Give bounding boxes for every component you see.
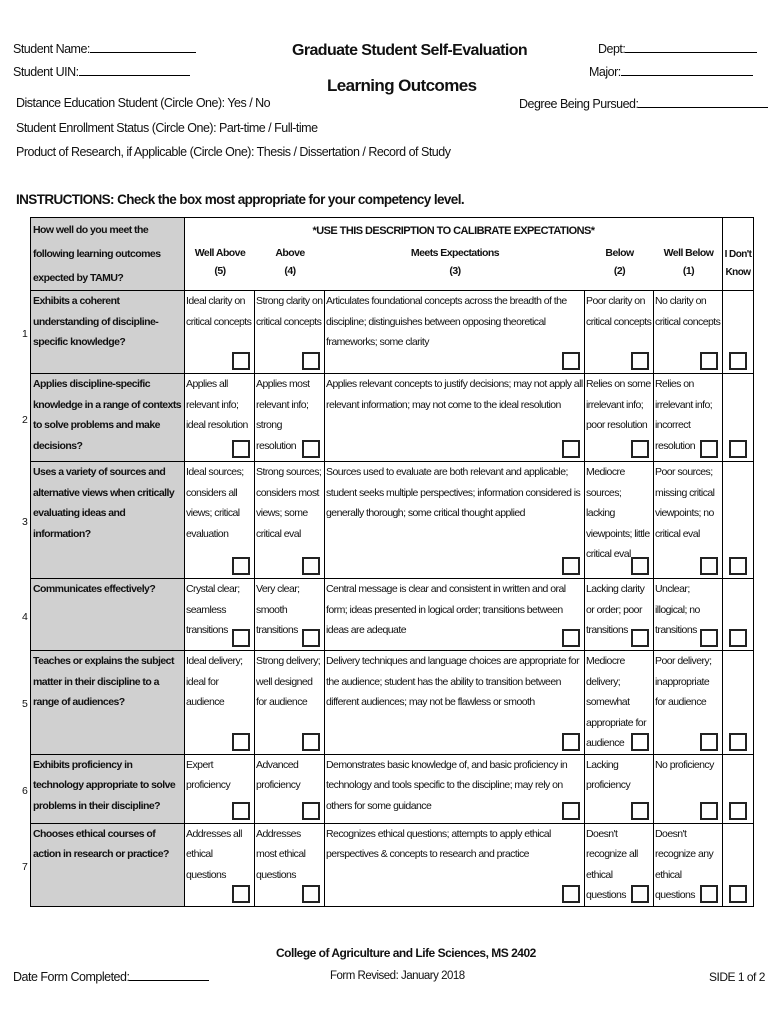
cell-description: Applies all relevant info; ideal resolution bbox=[186, 378, 248, 431]
checkbox-well-below[interactable] bbox=[700, 440, 718, 458]
calibrate-note: *USE THIS DESCRIPTION TO CALIBRATE EXPECTATIONS* bbox=[312, 225, 595, 237]
date-completed-field[interactable] bbox=[13, 969, 209, 984]
cell-above bbox=[255, 462, 325, 579]
checkbox-well-above[interactable] bbox=[232, 885, 250, 903]
cell-meets bbox=[325, 579, 585, 651]
question-text: Applies discipline-specific knowledge in a range of contexts to solve problems and make decisions? bbox=[33, 378, 182, 452]
cell-description: Poor sources; missing critical viewpoints; no critical eval bbox=[655, 466, 715, 540]
table-row bbox=[31, 651, 754, 755]
checkbox-well-below[interactable] bbox=[700, 557, 718, 575]
cell-description: Strong delivery; well designed for audience bbox=[256, 655, 321, 708]
student-uin-label: Student UIN: bbox=[13, 65, 79, 79]
cell-description: Articulates foundational concepts across the breadth of the discipline; distinguishes between opposing theoretical frameworks; some clarity bbox=[326, 295, 567, 348]
cell-description: Central message is clear and consistent in written and oral form; ideas presented in logical order; transitions between ideas are adequate bbox=[326, 583, 566, 636]
cell-well-below bbox=[654, 651, 723, 755]
question-text: Communicates effectively? bbox=[33, 583, 156, 595]
col-header-meets: Meets Expectations (3) bbox=[410, 247, 500, 277]
dept-label: Dept: bbox=[598, 42, 626, 56]
checkbox-meets[interactable] bbox=[562, 885, 580, 903]
checkbox-above[interactable] bbox=[302, 352, 320, 370]
checkbox-well-above[interactable] bbox=[232, 733, 250, 751]
cell-description: Very clear; smooth transitions bbox=[256, 583, 300, 636]
checkbox-idk[interactable] bbox=[729, 352, 747, 370]
cell-meets bbox=[325, 462, 585, 579]
table-row bbox=[31, 823, 754, 906]
checkbox-above[interactable] bbox=[302, 733, 320, 751]
question-header: How well do you meet the following learning outcomes expected by TAMU? bbox=[31, 218, 185, 291]
cell-above bbox=[255, 579, 325, 651]
checkbox-well-above[interactable] bbox=[232, 802, 250, 820]
cell-description: Ideal clarity on critical concepts bbox=[186, 295, 252, 328]
checkbox-below[interactable] bbox=[631, 802, 649, 820]
checkbox-well-below[interactable] bbox=[700, 733, 718, 751]
side-indicator: SIDE 1 of 2 bbox=[709, 970, 765, 984]
scale-header bbox=[185, 218, 723, 291]
cell-well-below bbox=[654, 823, 723, 906]
cell-description: Recognizes ethical questions; attempts to apply ethical perspectives & concepts to research and practice bbox=[326, 827, 551, 860]
date-completed-label: Date Form Completed: bbox=[13, 970, 130, 984]
learning-outcome-question bbox=[22, 291, 185, 374]
learning-outcome-question bbox=[22, 462, 185, 579]
checkbox-above[interactable] bbox=[302, 885, 320, 903]
cell-idk bbox=[723, 374, 754, 462]
evaluation-table bbox=[22, 217, 754, 907]
cell-below bbox=[585, 651, 654, 755]
cell-description: Lacking clarity or order; poor transitions bbox=[586, 583, 645, 636]
row-number: 4 bbox=[22, 610, 28, 623]
question-text: Uses a variety of sources and alternative views when critically evaluating ideas and information? bbox=[33, 466, 175, 540]
checkbox-above[interactable] bbox=[302, 440, 320, 458]
row-number: 6 bbox=[22, 784, 28, 797]
cell-description: Strong clarity on critical concepts bbox=[256, 295, 323, 328]
dept-field[interactable] bbox=[598, 41, 757, 56]
cell-description: Advanced proficiency bbox=[256, 758, 301, 791]
cell-description: Addresses most ethical questions bbox=[256, 827, 306, 881]
learning-outcome-question bbox=[22, 579, 185, 651]
checkbox-above[interactable] bbox=[302, 802, 320, 820]
cell-well-above bbox=[185, 651, 255, 755]
cell-well-below bbox=[654, 579, 723, 651]
row-number: 2 bbox=[22, 413, 28, 426]
cell-above bbox=[255, 823, 325, 906]
cell-well-above bbox=[185, 754, 255, 823]
student-name-field[interactable] bbox=[13, 41, 196, 56]
checkbox-meets[interactable] bbox=[562, 440, 580, 458]
student-name-label: Student Name: bbox=[13, 42, 90, 56]
cell-description: Demonstrates basic knowledge of, and basic proficiency in technology and tools specific to the discipline; may rely on others for some guidance bbox=[326, 758, 568, 812]
cell-well-below bbox=[654, 754, 723, 823]
row-number: 7 bbox=[22, 860, 28, 873]
distance-education-line[interactable]: Distance Education Student (Circle One): Yes / No bbox=[16, 96, 271, 110]
checkbox-meets[interactable] bbox=[562, 352, 580, 370]
col-header-well-below: Well Below (1) bbox=[663, 247, 714, 277]
cell-description: Unclear; illogical; no transitions bbox=[655, 583, 700, 636]
cell-well-above bbox=[185, 823, 255, 906]
cell-well-above bbox=[185, 374, 255, 462]
table-row bbox=[31, 462, 754, 579]
checkbox-meets[interactable] bbox=[562, 802, 580, 820]
checkbox-below[interactable] bbox=[631, 733, 649, 751]
cell-idk bbox=[723, 291, 754, 374]
cell-description: Mediocre sources; lacking viewpoints; little critical eval bbox=[586, 466, 650, 560]
cell-below bbox=[585, 374, 654, 462]
cell-description: Doesn't recognize all ethical questions bbox=[586, 827, 638, 901]
cell-below bbox=[585, 291, 654, 374]
cell-description: Poor delivery; inappropriate for audience bbox=[655, 655, 712, 708]
cell-description: Strong sources; considers most views; some critical eval bbox=[256, 466, 322, 540]
learning-outcome-question bbox=[22, 374, 185, 462]
cell-idk bbox=[723, 651, 754, 755]
checkbox-above[interactable] bbox=[302, 629, 320, 647]
cell-description: No proficiency bbox=[655, 758, 714, 771]
cell-description: Poor clarity on critical concepts bbox=[586, 295, 652, 328]
table-header-row bbox=[31, 218, 754, 291]
student-uin-field[interactable] bbox=[13, 64, 190, 79]
checkbox-below[interactable] bbox=[631, 440, 649, 458]
cell-well-below bbox=[654, 291, 723, 374]
cell-idk bbox=[723, 579, 754, 651]
cell-above bbox=[255, 374, 325, 462]
cell-below bbox=[585, 823, 654, 906]
cell-description: Ideal delivery; ideal for audience bbox=[186, 655, 243, 708]
degree-label: Degree Being Pursued: bbox=[519, 97, 639, 111]
checkbox-meets[interactable] bbox=[562, 629, 580, 647]
cell-description: Relies on irrelevant info; incorrect resolution bbox=[655, 378, 713, 452]
row-number: 1 bbox=[22, 328, 28, 340]
cell-description: Applies most relevant info; strong resolution bbox=[256, 378, 310, 452]
cell-well-above bbox=[185, 579, 255, 651]
checkbox-below[interactable] bbox=[631, 885, 649, 903]
form-revised: Form Revised: January 2018 bbox=[330, 970, 465, 982]
checkbox-idk[interactable] bbox=[729, 802, 747, 820]
cell-below bbox=[585, 754, 654, 823]
cell-description: Relies on some irrelevant info; poor resolution bbox=[586, 378, 651, 431]
cell-description: Expert proficiency bbox=[186, 758, 231, 791]
question-text: Exhibits a coherent understanding of discipline-specific knowledge? bbox=[33, 295, 159, 348]
cell-meets bbox=[325, 374, 585, 462]
cell-well-above bbox=[185, 462, 255, 579]
cell-idk bbox=[723, 462, 754, 579]
cell-well-below bbox=[654, 462, 723, 579]
cell-description: Ideal sources; considers all views; critical evaluation bbox=[186, 466, 244, 540]
cell-meets bbox=[325, 754, 585, 823]
checkbox-below[interactable] bbox=[631, 352, 649, 370]
checkbox-above[interactable] bbox=[302, 557, 320, 575]
checkbox-well-above[interactable] bbox=[232, 557, 250, 575]
major-label: Major: bbox=[589, 65, 621, 79]
page-subtitle: Learning Outcomes bbox=[327, 76, 477, 95]
research-product-line[interactable]: Product of Research, if Applicable (Circle One): Thesis / Dissertation / Record of Study bbox=[16, 145, 451, 159]
checkbox-idk[interactable] bbox=[729, 733, 747, 751]
row-number: 5 bbox=[22, 698, 28, 711]
table-row bbox=[31, 374, 754, 462]
cell-above bbox=[255, 291, 325, 374]
degree-field[interactable] bbox=[519, 96, 768, 111]
cell-idk bbox=[723, 754, 754, 823]
question-text: Teaches or explains the subject matter in their discipline to a range of audiences? bbox=[33, 655, 174, 708]
col-header-below: Below (2) bbox=[605, 247, 634, 277]
cell-description: Addresses all ethical questions bbox=[186, 827, 242, 881]
page-title: Graduate Student Self-Evaluation bbox=[292, 42, 528, 59]
cell-description: Crystal clear; seamless transitions bbox=[186, 583, 240, 636]
checkbox-meets[interactable] bbox=[562, 557, 580, 575]
question-text: Exhibits proficiency in technology appropriate to solve problems in their discipline? bbox=[33, 758, 176, 812]
question-text: Chooses ethical courses of action in research or practice? bbox=[33, 827, 169, 860]
checkbox-idk[interactable] bbox=[729, 885, 747, 903]
checkbox-below[interactable] bbox=[631, 629, 649, 647]
col-header-well-above: Well Above (5) bbox=[194, 247, 246, 277]
cell-well-above bbox=[185, 291, 255, 374]
checkbox-well-below[interactable] bbox=[700, 885, 718, 903]
cell-above bbox=[255, 754, 325, 823]
learning-outcome-question bbox=[22, 651, 185, 755]
cell-below bbox=[585, 579, 654, 651]
cell-below bbox=[585, 462, 654, 579]
enrollment-status-line[interactable]: Student Enrollment Status (Circle One): Part-time / Full-time bbox=[16, 121, 318, 135]
checkbox-idk[interactable] bbox=[729, 629, 747, 647]
checkbox-below[interactable] bbox=[631, 557, 649, 575]
cell-description: Doesn't recognize any ethical questions bbox=[655, 827, 714, 901]
table-row bbox=[31, 579, 754, 651]
cell-idk bbox=[723, 823, 754, 906]
checkbox-idk[interactable] bbox=[729, 440, 747, 458]
cell-description: Applies relevant concepts to justify decisions; may not apply all relevant information; may not come to the ideal resolution bbox=[326, 378, 583, 411]
checkbox-well-above[interactable] bbox=[232, 629, 250, 647]
checkbox-meets[interactable] bbox=[562, 733, 580, 751]
checkbox-idk[interactable] bbox=[729, 557, 747, 575]
cell-meets bbox=[325, 651, 585, 755]
cell-meets bbox=[325, 291, 585, 374]
cell-meets bbox=[325, 823, 585, 906]
cell-description: No clarity on critical concepts bbox=[655, 295, 721, 328]
cell-well-below bbox=[654, 374, 723, 462]
checkbox-well-above[interactable] bbox=[232, 440, 250, 458]
cell-description: Sources used to evaluate are both relevant and applicable; student seeks multiple perspectives; information considered is generally thorough; some critical thought applied bbox=[326, 466, 581, 519]
row-number: 3 bbox=[22, 516, 28, 528]
instructions: INSTRUCTIONS: Check the box most appropriate for your competency level. bbox=[16, 192, 464, 207]
col-header-above: Above (4) bbox=[275, 247, 305, 277]
learning-outcome-question bbox=[22, 823, 185, 906]
footer-college: College of Agriculture and Life Sciences, MS 2402 bbox=[276, 946, 536, 960]
cell-description: Delivery techniques and language choices are appropriate for the audience; student has the ability to transition between different audiences; may not be flawless or smooth bbox=[326, 655, 580, 708]
table-row bbox=[31, 754, 754, 823]
checkbox-well-below[interactable] bbox=[700, 629, 718, 647]
checkbox-well-below[interactable] bbox=[700, 352, 718, 370]
checkbox-well-below[interactable] bbox=[700, 802, 718, 820]
cell-description: Mediocre delivery; somewhat appropriate for audience bbox=[586, 655, 647, 749]
table-row bbox=[31, 291, 754, 374]
learning-outcome-question bbox=[22, 754, 185, 823]
col-header-idk: I Don't Know bbox=[723, 218, 754, 291]
major-field[interactable] bbox=[589, 64, 753, 79]
cell-description: Lacking proficiency bbox=[586, 758, 631, 791]
checkbox-well-above[interactable] bbox=[232, 352, 250, 370]
cell-above bbox=[255, 651, 325, 755]
